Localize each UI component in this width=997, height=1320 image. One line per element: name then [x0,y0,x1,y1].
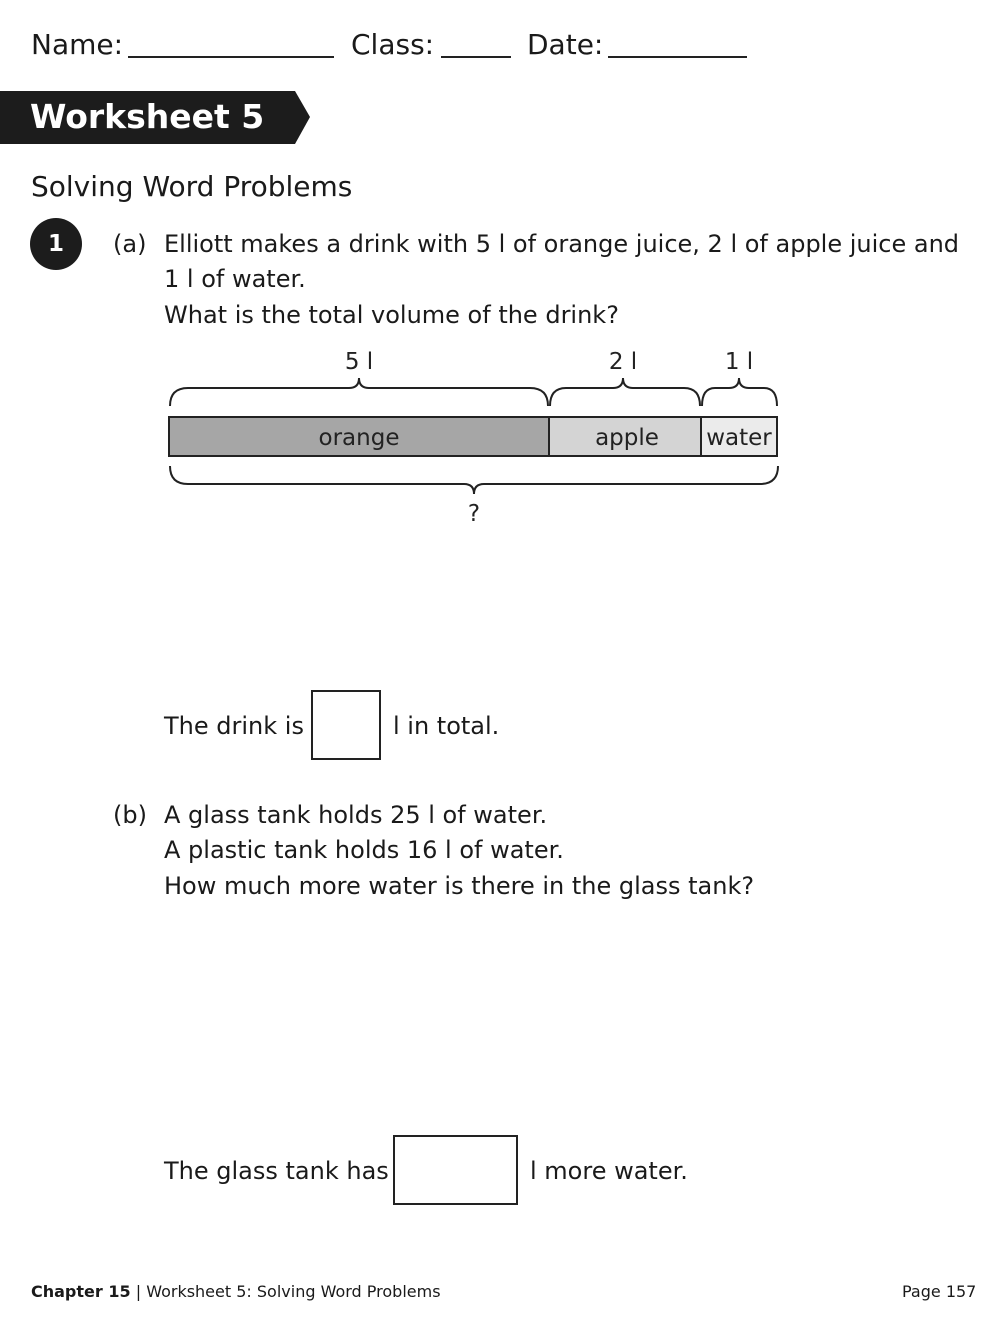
class-field[interactable] [441,56,511,58]
name-label: Name: [31,28,124,61]
footer-page-number: Page 157 [902,1282,977,1301]
part-a-answer-box[interactable] [311,690,381,760]
apple-brace [550,378,700,406]
part-b-line-2: A plastic tank holds 16 l of water. [164,836,564,864]
part-b-answer-prefix: The glass tank has [164,1157,389,1185]
part-a-answer-suffix: l in total. [393,712,500,740]
water-segment-label: water [706,425,772,451]
worksheet-title: Worksheet 5 [30,97,265,136]
part-a-line-2: 1 l of water. [164,265,306,293]
part-b-answer-box[interactable] [393,1135,518,1205]
footer-chapter: Chapter 15 [31,1282,131,1301]
part-b-label: (b) [113,801,147,829]
apple-segment-label: apple [595,425,659,451]
part-b-answer-suffix: l more water. [530,1157,688,1185]
part-a-line-1: Elliott makes a drink with 5 l of orange juice, 2 l of apple juice and [164,230,960,258]
part-a-label: (a) [113,230,147,258]
part-a-line-3: What is the total volume of the drink? [164,301,619,329]
part-b-line-3: How much more water is there in the glass tank? [164,872,755,900]
footer-title: Worksheet 5: Solving Word Problems [146,1282,441,1301]
question-number: 1 [47,231,64,257]
date-label: Date: [527,28,604,61]
date-field[interactable] [608,56,747,58]
total-brace [170,466,778,494]
footer-separator: | [135,1282,142,1301]
name-field[interactable] [128,56,334,58]
section-title: Solving Word Problems [31,170,353,203]
total-label: ? [467,501,481,527]
water-brace [702,378,777,406]
part-a-answer-prefix: The drink is [164,712,304,740]
orange-brace [170,378,548,406]
question-number-badge [30,218,82,270]
class-label: Class: [351,28,435,61]
orange-segment-label: orange [318,425,400,451]
footer-chapter-info [31,1282,441,1301]
bar-model-diagram [160,340,790,540]
water-value-label: 1 l [724,349,754,375]
apple-value-label: 2 l [608,349,638,375]
part-b-line-1: A glass tank holds 25 l of water. [164,801,548,829]
orange-value-label: 5 l [344,349,374,375]
